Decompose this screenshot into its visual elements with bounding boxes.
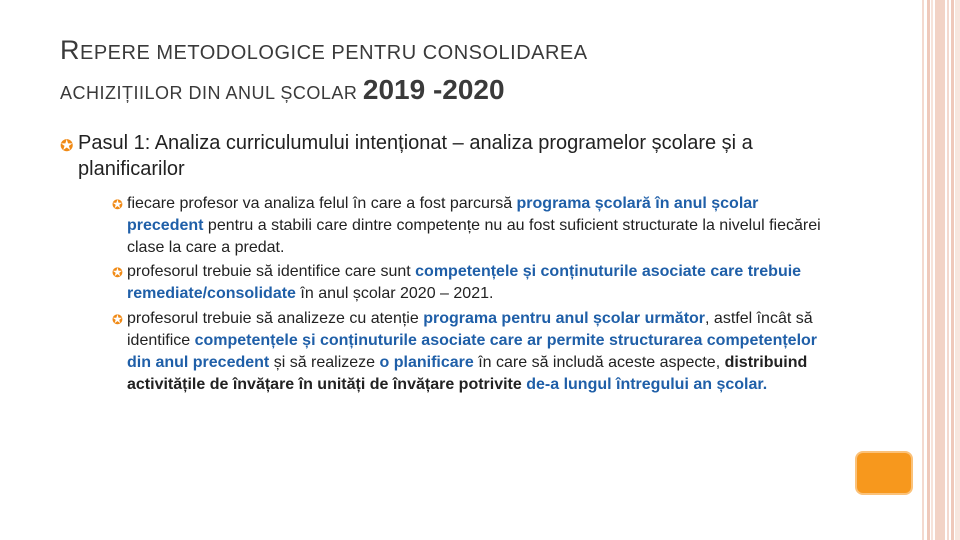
star-bullet-icon: ✪ — [112, 265, 123, 280]
star-bullet-icon: ✪ — [60, 138, 74, 155]
sub-bullet-1 — [112, 193, 832, 259]
orange-decor-box — [855, 451, 913, 495]
decor-stripe — [927, 0, 930, 540]
star-bullet-icon: ✪ — [112, 312, 123, 327]
sub-text: în care să includă aceste aspecte, — [473, 354, 725, 371]
title-line-2-text: ACHIZIȚIILOR DIN ANUL ȘCOLAR — [60, 83, 363, 103]
decor-stripe — [922, 0, 924, 540]
main-bullet — [60, 130, 820, 182]
sub-text: fiecare profesor va analiza felul în care a fost parcursă — [127, 195, 517, 212]
sub-text: și să realizeze — [269, 354, 380, 371]
sub-text: profesorul trebuie să analizeze cu atenție — [127, 310, 424, 327]
step-label: Pasul 1: — [78, 132, 151, 154]
title-year: 2019 -2020 — [362, 74, 505, 105]
sub-bullet-3 — [112, 308, 832, 396]
decor-stripe — [935, 0, 945, 540]
title-line-1 — [60, 36, 588, 67]
sub-text: profesorul trebuie să identifice care sunt — [127, 263, 416, 280]
decor-stripe — [947, 0, 949, 540]
sub-text: în anul școlar 2020 – 2021. — [295, 285, 494, 302]
highlight-text: competențele și conținuturile asociate care trebuie remediate/consolidate — [127, 263, 802, 302]
highlight-text: de-a lungul întregului an școlar. — [526, 376, 768, 393]
bold-text: distribuind activitățile de învățare în unități de învățare potrivite — [127, 354, 808, 393]
title-initial: R — [60, 35, 80, 65]
slide-title — [60, 35, 588, 105]
decor-stripe — [931, 0, 933, 540]
sub-bullet-2 — [112, 261, 832, 305]
sub-text: , astfel încât să identifice — [127, 310, 813, 349]
star-bullet-icon: ✪ — [112, 197, 123, 212]
title-line-1-text: EPERE METODOLOGICE PENTRU CONSOLIDAREA — [80, 42, 588, 64]
decor-stripe — [951, 0, 954, 540]
title-line-2 — [60, 74, 505, 106]
highlight-text: programa școlară în anul școlar precedent — [127, 195, 759, 234]
highlight-text: programa pentru anul școlar următor — [423, 310, 706, 327]
step-text: Analiza curriculumului intenționat – analiza programelor școlare și a planificarilor — [78, 132, 753, 180]
highlight-text: competențele și conținuturile asociate care ar permite structurarea competențelor din anul precedent — [127, 332, 818, 371]
sub-text: pentru a stabili care dintre competențe nu au fost suficient structurate la nivelul fiecărei clase la care a predat. — [127, 217, 821, 256]
decor-stripe — [955, 0, 960, 540]
highlight-text: o planificare — [379, 354, 474, 371]
